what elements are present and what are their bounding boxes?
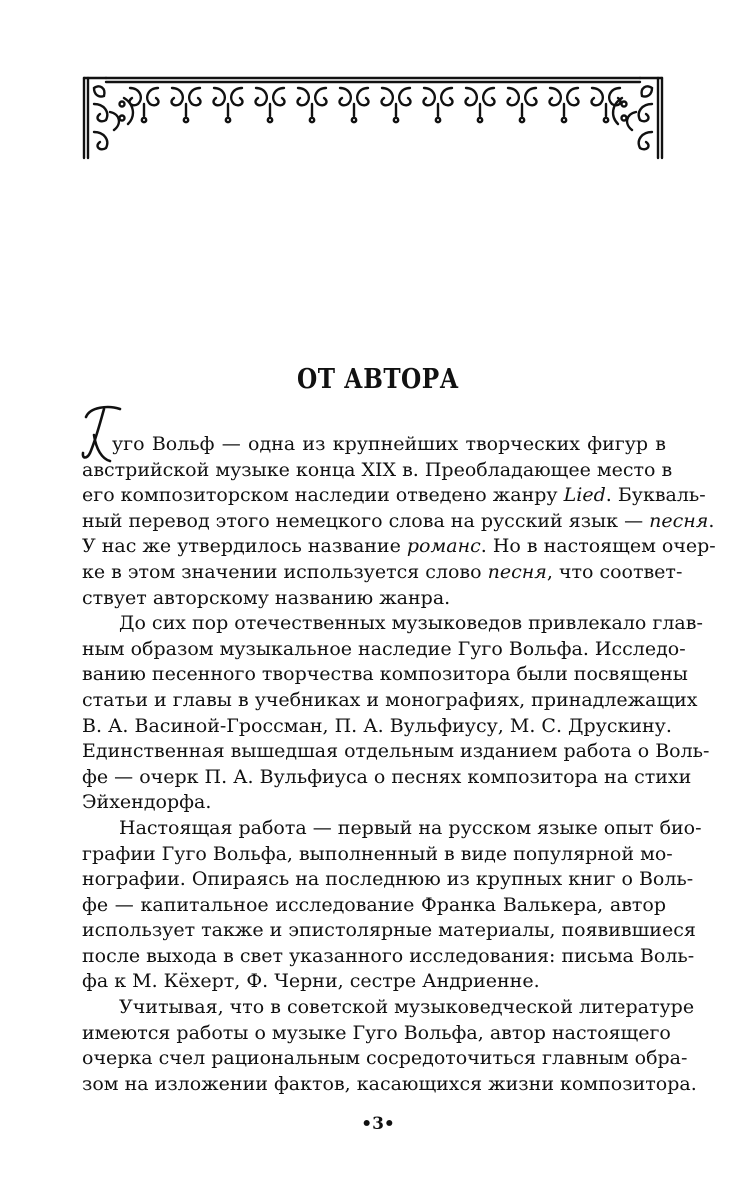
text-segment: песня (649, 509, 709, 532)
text-segment: , что соответ- (546, 560, 683, 583)
text-line (82, 483, 706, 509)
text-segment: романс (406, 535, 481, 558)
text-segment: До сих пор отечественных музыковедов привлекало глав- (119, 612, 703, 635)
text-line (82, 688, 698, 714)
text-line (82, 432, 666, 458)
text-segment: ке в этом значении используется слово (82, 560, 488, 583)
text-line (82, 739, 710, 765)
text-segment: уго Вольф — одна из крупнейших творческих фигур в (112, 433, 666, 455)
text-line (82, 1072, 697, 1098)
text-line (82, 662, 688, 688)
text-line (82, 534, 716, 560)
text-line (82, 867, 694, 893)
text-line (82, 560, 683, 586)
text-line (82, 842, 673, 868)
text-line (82, 611, 703, 637)
text-line (82, 586, 666, 612)
text-line (82, 637, 686, 663)
text-segment: после выхода в свет указанного исследования: письма Воль- (82, 944, 695, 967)
body-text (82, 432, 716, 1097)
text-segment: Учитывая, что в советской музыковедческой литературе (119, 996, 695, 1019)
text-line (82, 458, 673, 484)
text-segment: фе — капитальное исследование Франка Валькера, автор (82, 893, 666, 916)
text-line (82, 714, 672, 740)
text-segment: статьи и главы в учебниках и монографиях, принадлежащих (82, 688, 698, 711)
text-segment: его композиторском наследии отведено жанру (82, 484, 564, 507)
text-line (82, 509, 715, 535)
text-segment: В. А. Васиной-Гроссман, П. А. Вульфиусу, М. С. Друскину. (82, 714, 672, 737)
text-segment: ванию песенного творчества композитора были посвящены (82, 663, 688, 686)
text-segment: Эйхендорфа. (82, 791, 212, 814)
text-segment: нографии. Опираясь на последнюю из крупных книг о Воль- (82, 868, 694, 891)
text-segment: песня (487, 560, 547, 583)
text-segment: австрийской музыке конца XIX в. Преобладающее место в (82, 458, 673, 481)
text-segment: . Но в настоящем очер- (480, 535, 716, 558)
text-segment: графии Гуго Вольфа, выполненный в виде популярной мо- (82, 842, 673, 865)
text-segment: фе — очерк П. А. Вульфиуса о песнях композитора на стихи (82, 765, 692, 788)
text-line (82, 1021, 671, 1047)
text-line (82, 969, 666, 995)
text-segment: ный перевод этого немецкого слова на русский язык — (82, 509, 650, 532)
text-line (82, 765, 692, 791)
text-segment: Lied (563, 484, 606, 507)
text-segment: фа к М. Кёхерт, Ф. Черни, сестре Андриенне. (82, 970, 540, 993)
chapter-title: ОТ АВТОРА (297, 364, 459, 395)
text-segment: имеются работы о музыке Гуго Вольфа, автор настоящего (82, 1021, 671, 1044)
text-line (82, 944, 695, 970)
text-segment: ным образом музыкальное наследие Гуго Вольфа. Исследо- (82, 637, 686, 660)
text-segment: очерка счел рациональным сосредоточиться главным обра- (82, 1047, 688, 1070)
decorative-header-ornament (80, 74, 666, 160)
text-segment: У нас же утвердилось название (82, 535, 407, 558)
text-line (82, 816, 702, 842)
text-line (82, 790, 666, 816)
text-line (82, 1046, 688, 1072)
text-segment: ствует авторскому названию жанра. (82, 586, 451, 609)
text-segment: использует также и эпистолярные материалы, появившиеся (82, 919, 696, 942)
text-line (82, 918, 696, 944)
text-segment: . (708, 509, 715, 532)
page-number: •3• (361, 1114, 395, 1134)
text-segment: . Букваль- (605, 484, 706, 507)
text-segment: зом на изложении фактов, касающихся жизни композитора. (82, 1072, 697, 1095)
text-segment: Настоящая работа — первый на русском языке опыт био- (119, 816, 702, 839)
text-line (82, 995, 695, 1021)
text-segment: Единственная вышедшая отдельным изданием работа о Воль- (82, 740, 710, 763)
text-line (82, 893, 666, 919)
